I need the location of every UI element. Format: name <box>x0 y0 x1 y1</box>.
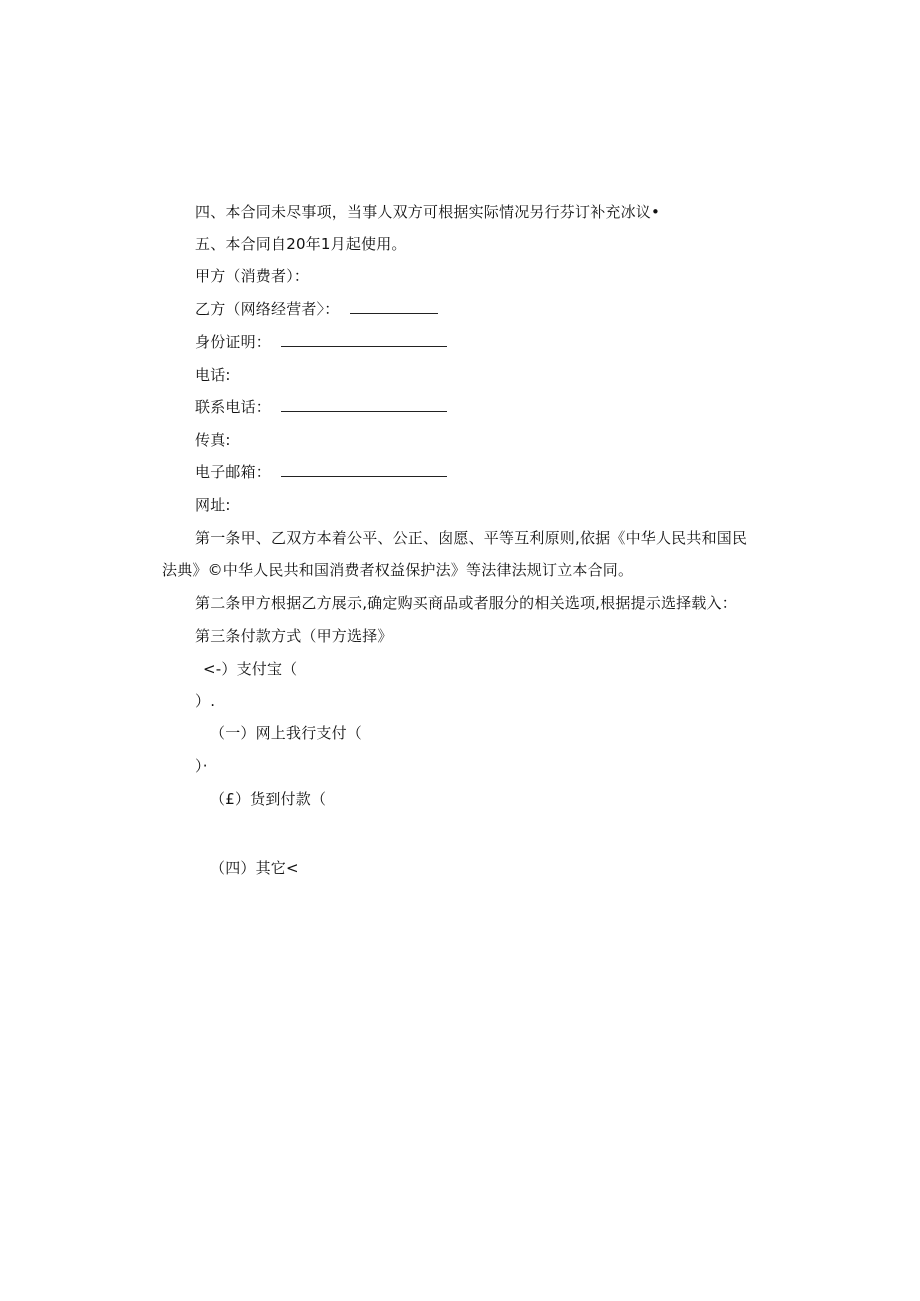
id-cert-label: 身份证明： <box>195 333 272 351</box>
payment-option-online-bank-close: ）· <box>195 757 208 775</box>
article-2: 第二条甲方根据乙方展示,确定购买商品或者服分的相关选项,根据提示选择载入： <box>195 594 737 612</box>
party-b-row <box>195 299 438 319</box>
payment-option-alipay-close: ）. <box>195 692 216 710</box>
article-1-line-2: 法典》©中华人民共和国消费者权益保护法》等法律法规订立本合同。 <box>162 561 634 579</box>
payment-option-other: （四）其它< <box>210 859 299 877</box>
fax-label: 传真: <box>195 431 231 449</box>
phone-label: 电话: <box>195 366 231 384</box>
contact-phone-row <box>195 397 447 417</box>
article-3: 第三条付款方式（甲方选择》 <box>195 627 393 645</box>
email-label: 电子邮箱： <box>195 463 272 481</box>
id-cert-row <box>195 332 447 352</box>
clause-5: 五、本合同自20年1月起使用。 <box>195 235 407 253</box>
contact-phone-blank <box>281 397 447 412</box>
payment-option-cod: （£）货到付款（ <box>210 790 327 808</box>
party-b-blank <box>350 299 438 314</box>
id-cert-blank <box>281 332 447 347</box>
email-blank <box>281 462 447 477</box>
payment-option-online-bank: （一）网上我行支付（ <box>210 724 363 742</box>
clause-4: 四、本合同未尽事项，当事人双方可根据实际情况另行芬订补充冰议• <box>195 203 661 221</box>
email-row <box>195 462 447 482</box>
party-b-label: 乙方（网络经营者〉： <box>195 300 340 318</box>
contact-phone-label: 联系电话： <box>195 398 272 416</box>
party-a-label: 甲方（消费者）： <box>195 267 310 285</box>
payment-option-alipay: <-）支付宝（ <box>203 660 298 678</box>
article-1-line-1: 第一条甲、乙双方本着公平、公正、囱愿、平等互利原则,依据《中华人民共和国民 <box>195 529 748 547</box>
website-label: 网址: <box>195 496 231 514</box>
